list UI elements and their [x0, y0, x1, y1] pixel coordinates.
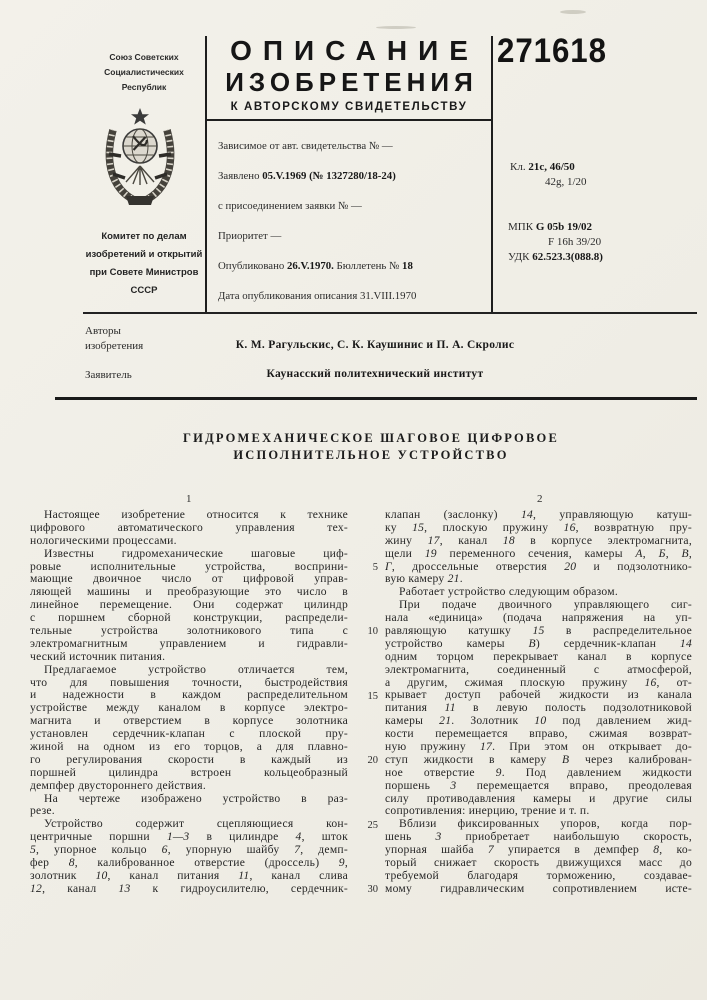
- text-line: ческий источник питания.: [30, 650, 166, 663]
- text-line: 5, упорное кольцо 6, упорную шайбу 7, демп-: [30, 844, 348, 857]
- applicant-label: Заявитель: [85, 369, 132, 381]
- text-line: сопротивления: инерцию, трение и т. п.: [385, 805, 590, 818]
- text-line: Предлагаемое устройство отличается тем,: [44, 663, 348, 676]
- text-line: а другим, сжимая плоскую пружину 16, от-: [385, 676, 692, 689]
- text-line: требуемой благодаря торможению, создавае-: [385, 869, 692, 882]
- text-line: ровые исполнительные устройства, восприни-: [30, 560, 348, 573]
- union-line: Социалистических: [104, 67, 184, 77]
- applicant-name: Каунасский политехнический институт: [266, 368, 484, 380]
- text-line: магнита и отверстием в корпусе золотника: [30, 715, 348, 728]
- text-line: с поршнем сборной конструкции, распредели-: [30, 612, 348, 625]
- issuing-union: [86, 50, 202, 95]
- text-line: центричные поршни 1—3 в цилиндре 4, шток: [30, 831, 348, 844]
- authors-label: [85, 324, 143, 354]
- text-line: На чертеже изображено устройство в раз-: [44, 792, 348, 805]
- application-field: Опубликовано 26.V.1970. Бюллетень № 18: [218, 260, 413, 272]
- text-line: щели 19 переменного сечения, камеры А, Б, В,: [385, 547, 692, 560]
- text-line: питания 11 в левую полость подзолотниковой: [385, 702, 692, 715]
- column-number-left: 1: [186, 493, 192, 505]
- class-kl-2: [545, 176, 587, 188]
- text-line: го регулирования скорости в каждый из: [30, 753, 348, 766]
- text-line: электромагнита, соединенный с атмосферой,: [385, 663, 692, 676]
- line-number: 20: [367, 755, 378, 767]
- text-line: Известны гидромеханические шаговые циф-: [44, 547, 348, 560]
- masthead-underline: [207, 119, 491, 121]
- column-right: [385, 509, 692, 896]
- class-kl-value2: 42g, 1/20: [545, 176, 587, 188]
- text-line: упорная шайба 7 упирается в демпфер 8, ко-: [385, 844, 692, 857]
- masthead: [207, 34, 491, 113]
- masthead-title-line2: ИЗОБРЕТЕНИЯ: [225, 67, 478, 97]
- committee-line: Комитет по делам: [101, 231, 187, 242]
- masthead-title-line1: ОПИСАНИЕ: [230, 35, 479, 66]
- text-line: тельные устройства золотникового типа с: [30, 625, 348, 638]
- text-line: цифрового автоматического управления тех-: [30, 521, 348, 534]
- text-line: вую камеру 21.: [385, 573, 463, 586]
- line-number: 25: [367, 819, 378, 831]
- text-line: линейное перемещение. Они содержат цилиндр: [30, 599, 348, 612]
- authors-label-line: изобретения: [85, 340, 144, 352]
- text-line: Вблизи фиксированных упоров, когда пор-: [399, 818, 692, 831]
- invention-title-line: ИСПОЛНИТЕЛЬНОЕ УСТРОЙСТВО: [233, 447, 509, 462]
- committee-line: изобретений и открытий: [85, 249, 203, 260]
- text-line: резе.: [30, 805, 55, 818]
- class-udk-value: 62.523.3(088.8): [532, 251, 603, 263]
- union-line: Республик: [121, 82, 167, 92]
- text-line: нала «единица» (подача напряжения на уп-: [385, 612, 692, 625]
- line-number: 30: [367, 884, 378, 896]
- application-field: Заявлено 05.V.1969 (№ 1327280/18-24): [218, 170, 396, 182]
- text-line: торый снижает скорость движущихся масс до: [385, 857, 692, 870]
- class-udk: [508, 251, 603, 263]
- ussr-emblem-icon: [100, 106, 180, 208]
- scan-speck: [560, 10, 586, 14]
- column-number-right: 2: [537, 493, 543, 505]
- text-line: камеры 21. Золотник 10 под давлением жид-: [385, 715, 692, 728]
- application-field: Дата опубликования описания 31.VIII.1970: [218, 290, 417, 302]
- authors-names: К. М. Рагульскис, С. К. Каушинис и П. А. Скролис: [235, 339, 515, 351]
- text-line: устройство камеры В) сердечник-клапан 14: [385, 637, 692, 650]
- text-line: крывает доступ рабочей жидкости из канала: [385, 689, 692, 702]
- text-line: фер 8, калиброванное отверстие (дроссель) 9,: [30, 857, 348, 870]
- text-line: ку 15, плоскую пружину 16, возвратную пру-: [385, 521, 692, 534]
- text-line: равляющую катушку 15 в распределительное: [385, 625, 692, 638]
- class-kl-label: Кл.: [510, 161, 526, 173]
- authors-label-line: Авторы: [85, 325, 121, 337]
- class-mpk-2: [548, 236, 601, 248]
- text-line: поршень 3 перемещается вправо, преодолевая: [385, 779, 692, 792]
- text-line: Устройство содержит сцепляющиеся кон-: [44, 818, 348, 831]
- rule-below-byline: [55, 397, 697, 400]
- class-mpk-value2: F 16h 39/20: [548, 236, 602, 248]
- text-line: жиной на одном из его торцов, а для плавно-: [30, 741, 348, 754]
- line-number: 10: [367, 626, 378, 638]
- text-line: шень 3 приобретает наибольшую скорость,: [385, 831, 692, 844]
- text-line: ляющей машины и преобразующие это число в: [30, 586, 348, 599]
- class-mpk-value: G 05b 19/02: [535, 221, 593, 233]
- column-left: [30, 509, 348, 896]
- text-line: поршней цилиндра встроен кольцеобразный: [30, 766, 348, 779]
- masthead-subtitle: К АВТОРСКОМУ СВИДЕТЕЛЬСТВУ: [230, 101, 468, 113]
- line-number: 5: [372, 561, 378, 573]
- class-udk-label: УДК: [508, 251, 530, 263]
- invention-title: [151, 430, 591, 463]
- class-mpk-label: МПК: [508, 221, 534, 233]
- text-line: ное отверстие 9. Под давлением жидкости: [385, 766, 692, 779]
- union-line: Союз Советских: [109, 52, 179, 62]
- invention-title-line: ГИДРОМЕХАНИЧЕСКОЕ ШАГОВОЕ ЦИФРОВОЕ: [183, 431, 559, 445]
- committee: [80, 228, 208, 300]
- text-line: что для повышения точности, быстродействия: [30, 676, 348, 689]
- class-kl: [510, 161, 575, 173]
- text-line: клапан (заслонку) 14, управляющую катуш-: [385, 509, 692, 521]
- text-line: золотник 10, канал питания 11, канал слива: [30, 869, 348, 882]
- text-line: нологическими процессами.: [30, 534, 177, 547]
- committee-line: СССР: [130, 285, 158, 296]
- rule-above-byline: [83, 312, 697, 314]
- application-field: Приоритет —: [218, 230, 282, 242]
- text-line: ступ жидкости в камеру В через калиброван-: [385, 753, 692, 766]
- text-line: демпфер двустороннего действия.: [30, 779, 207, 792]
- text-line: 12, канал 13 к гидроусилителю, сердечник-: [30, 882, 348, 895]
- text-line: одним торцом перекрывает канал в корпусе: [385, 650, 692, 663]
- text-line: мающие двоичное число от цифровой управ-: [30, 573, 348, 586]
- committee-line: при Совете Министров: [89, 267, 199, 278]
- text-line: ную пружину 17. При этом он открывает до-: [385, 741, 692, 754]
- text-line: силу противодавления камеры и другие силы: [385, 792, 692, 805]
- application-field: с присоединением заявки № —: [218, 200, 362, 212]
- class-mpk: [508, 221, 592, 233]
- scan-speck: [376, 26, 416, 29]
- text-line: жину 17, канал 18 в корпусе электромагнита,: [385, 534, 692, 547]
- text-line: кости перемещается вправо, сжимая возврат-: [385, 728, 692, 741]
- text-line: При подаче двоичного управляющего сиг-: [399, 599, 692, 612]
- text-line: и надежности в каждом распределительном: [30, 689, 348, 702]
- text-line: электромагнитным управлением и гидравли-: [30, 637, 348, 650]
- document-number: 271618: [497, 32, 607, 70]
- application-field: Зависимое от авт. свидетельства № —: [218, 140, 393, 152]
- text-line: Г, дроссельные отверстия 20 и подзолотнико-: [385, 560, 692, 573]
- text-line: мому гидравлическим сопротивлением исте-: [385, 882, 692, 895]
- class-kl-value: 21c, 46/50: [528, 161, 575, 173]
- text-line: Настоящее изобретение относится к технике: [44, 509, 348, 521]
- text-line: установлен сердечник-клапан с плоской пру-: [30, 728, 348, 741]
- text-line: Работает устройство следующим образом.: [399, 586, 618, 599]
- line-number: 15: [367, 690, 378, 702]
- text-line: устройстве между каналом в корпусе электро-: [30, 702, 348, 715]
